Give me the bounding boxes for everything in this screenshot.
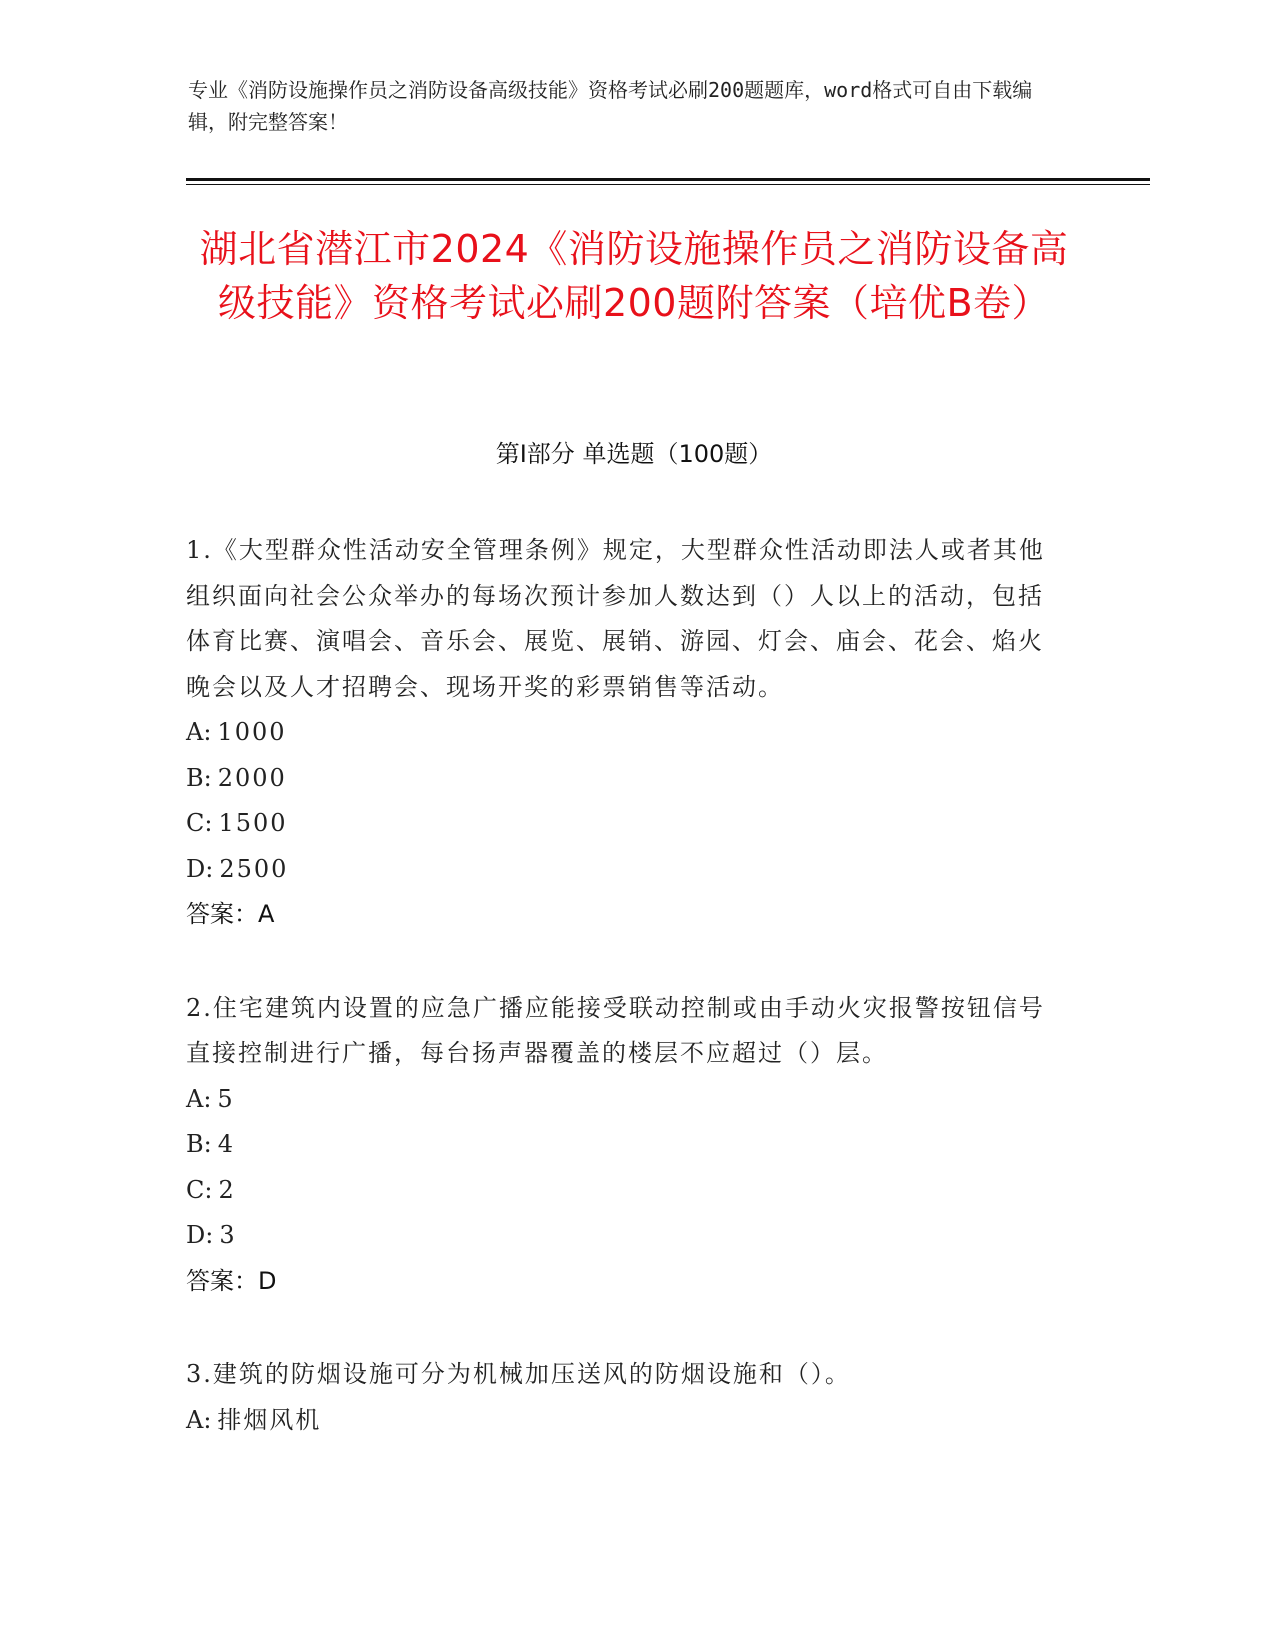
question-3 (186, 1352, 1066, 1443)
option-c (186, 801, 1066, 847)
question-1 (186, 528, 1066, 938)
option-d (186, 847, 1066, 893)
option-a (186, 1077, 1066, 1123)
answer-line (186, 892, 1066, 938)
option-a (186, 1398, 1066, 1444)
option-text: 4 (217, 1130, 236, 1158)
header-note: 专业《消防设施操作员之消防设备高级技能》资格考试必刷200题题库，word格式可自由下载编辑，附完整答案！ (188, 78, 1033, 134)
option-letter: A: (186, 718, 212, 746)
section-heading: 第Ⅰ部分 单选题（100题） (495, 440, 773, 468)
answer-prefix: 答案： (186, 900, 258, 928)
option-letter: A: (186, 1084, 212, 1113)
option-text: 1500 (218, 809, 288, 837)
option-c (186, 1168, 1066, 1214)
option-letter: C: (186, 1175, 213, 1204)
header-divider-thin (186, 184, 1150, 185)
option-letter: D: (186, 1221, 214, 1249)
answer-line (186, 1259, 1066, 1305)
option-b (186, 1122, 1066, 1168)
option-text: 排烟风机 (217, 1405, 322, 1434)
option-a (186, 710, 1066, 756)
question-stem: 3.建筑的防烟设施可分为机械加压送风的防烟设施和（）。 (186, 1360, 851, 1388)
header-divider-thick (186, 178, 1150, 181)
question-stem: 1.《大型群众性活动安全管理条例》规定，大型群众性活动即法人或者其他组织面向社会公众举办的每场次预计参加人数达到（）人以上的活动，包括体育比赛、演唱会、音乐会、展览、展销、游园、灯会、庙会、花会、焰火晚会以及人才招聘会、现场开奖的彩票销售等活动。 (186, 536, 1045, 701)
option-letter: C: (186, 809, 213, 837)
option-letter: B: (186, 1130, 212, 1158)
option-text: 5 (217, 1084, 235, 1113)
option-letter: A: (186, 1405, 212, 1434)
option-letter: D: (186, 854, 214, 883)
question-list (186, 528, 1066, 1443)
option-d (186, 1213, 1066, 1259)
option-letter: B: (186, 763, 212, 792)
option-text: 2000 (217, 763, 287, 792)
option-text: 2500 (219, 854, 289, 883)
answer-prefix: 答案： (186, 1266, 258, 1295)
question-stem: 2.住宅建筑内设置的应急广播应能接受联动控制或由手动火灾报警按钮信号直接控制进行广播，每台扬声器覆盖的楼层不应超过（）层。 (186, 993, 1045, 1067)
answer-value: A (258, 900, 275, 928)
option-b (186, 756, 1066, 802)
option-text: 3 (219, 1221, 237, 1249)
option-text: 2 (218, 1175, 236, 1204)
answer-value: D (258, 1266, 277, 1295)
document-title: 湖北省潜江市2024《消防设施操作员之消防设备高级技能》资格考试必刷200题附答案（培优B卷） (199, 227, 1069, 325)
question-2 (186, 986, 1066, 1305)
option-text: 1000 (217, 718, 287, 746)
